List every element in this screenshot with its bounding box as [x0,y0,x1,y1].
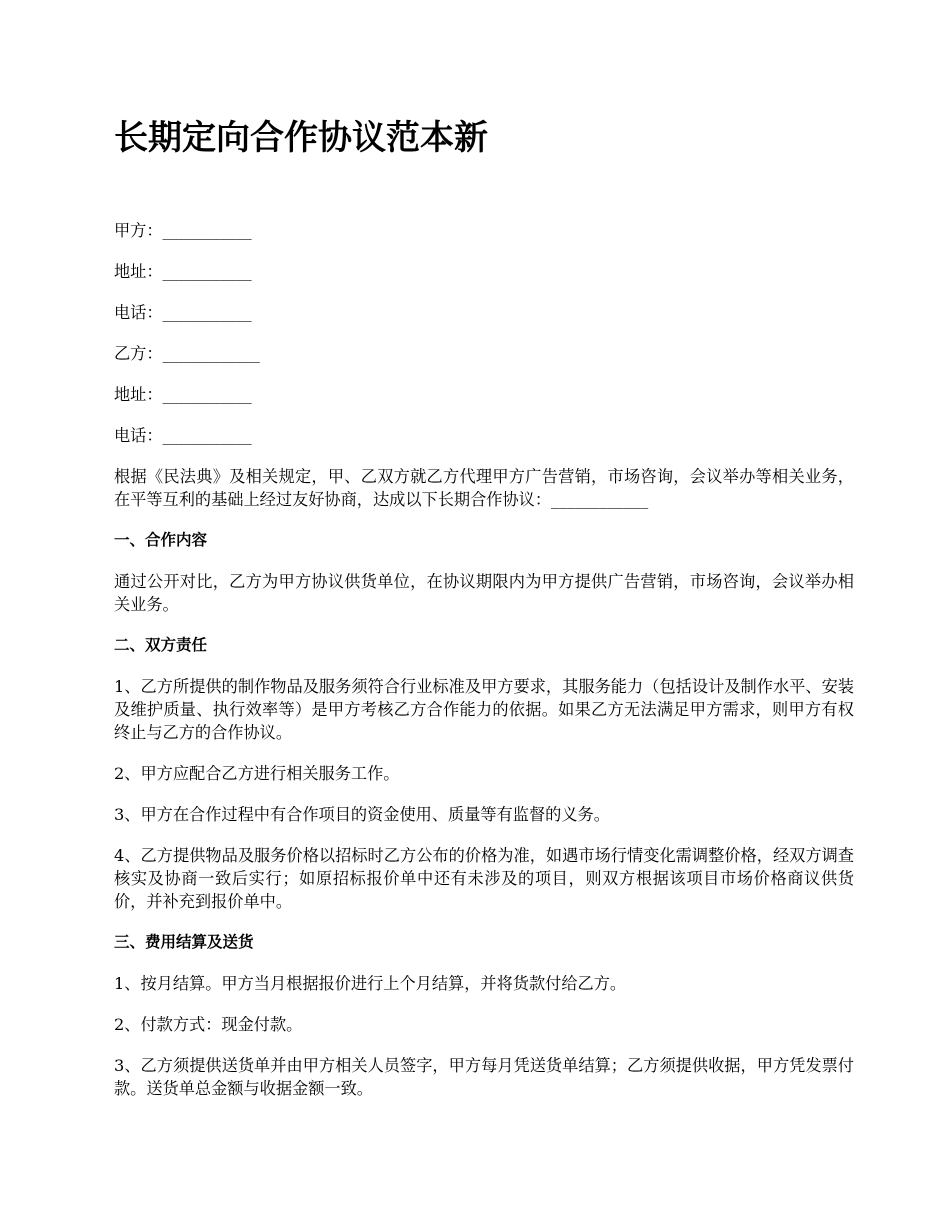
party-b-phone-field: 电话：___________ [114,426,252,445]
responsibility-item-3: 3、甲方在合作过程中有合作项目的资金使用、质量等有监督的义务。 [114,805,610,824]
cooperation-paragraph: 通过公开对比，乙方为甲方协议供货单位，在协议期限内为甲方提供广告营销，市场咨询，会议举办相关业务。 [114,572,854,614]
party-b-address-field: 地址：___________ [114,385,252,404]
settlement-item-2: 2、付款方式：现金付款。 [114,1015,303,1034]
responsibility-item-2: 2、甲方应配合乙方进行相关服务工作。 [114,764,400,783]
section-heading-responsibilities: 二、双方责任 [114,636,208,654]
responsibility-item-4: 4、乙方提供物品及服务价格以招标时乙方公布的价格为准，如遇市场行情变化需调整价格，经双方调查核实及协商一致后实行；如原招标报价单中还有未涉及的项目，则双方根据该项目市场价格商议供货价，并补充到报价单中。 [114,846,854,911]
document-title: 长期定向合作协议范本新 [114,118,488,158]
party-a-phone-field: 电话：___________ [114,303,252,322]
settlement-item-1: 1、按月结算。甲方当月根据报价进行上个月结算，并将货款付给乙方。 [114,974,627,993]
party-a-name-field: 甲方：___________ [114,221,252,240]
intro-paragraph: 根据《民法典》及相关规定，甲、乙双方就乙方代理甲方广告营销，市场咨询，会议举办等相关业务，在平等互利的基础上经过友好协商，达成以下长期合作协议：____________ [114,467,854,509]
section-heading-cooperation: 一、合作内容 [114,531,208,549]
party-b-name-field: 乙方：____________ [114,344,260,363]
document-body [114,219,854,1118]
party-a-address-field: 地址：___________ [114,262,252,281]
settlement-item-3: 3、乙方须提供送货单并由甲方相关人员签字，甲方每月凭送货单结算；乙方须提供收据，甲方凭发票付款。送货单总金额与收据金额一致。 [114,1056,854,1098]
section-heading-settlement: 三、费用结算及送货 [114,933,254,951]
responsibility-item-1: 1、乙方所提供的制作物品及服务须符合行业标准及甲方要求，其服务能力（包括设计及制作水平、安装及维护质量、执行效率等）是甲方考核乙方合作能力的依据。如果乙方无法满足甲方需求，则甲方有权终止与乙方的合作协议。 [114,677,854,742]
